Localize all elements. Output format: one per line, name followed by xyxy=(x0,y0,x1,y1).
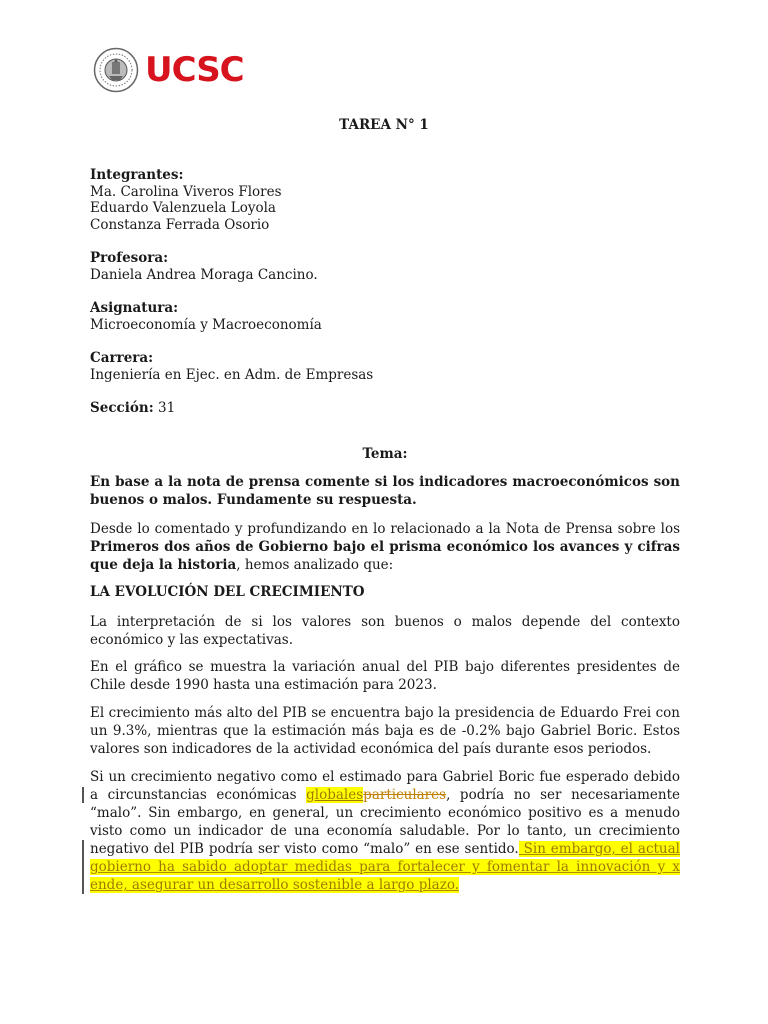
paragraph-4-text-cont: , podría no ser necesariamente “malo”. Sin embargo, en general, un crecimiento económico positivo es a menudo visto como un indicador de una economía saludable. Por lo tanto, un crecimiento negativo del PIB podría ser visto como “malo” en ese sentido. xyxy=(90,787,680,857)
profesora-name: Daniela Andrea Moraga Cancino. xyxy=(90,266,318,283)
intro-bold-title: Primeros dos años de Gobierno bajo el prisma económico los avances y cifras que deja la historia xyxy=(90,539,680,573)
asignatura-name: Microeconomía y Macroeconomía xyxy=(90,316,322,333)
intro-text-end: , hemos analizado que: xyxy=(236,557,394,573)
tema-label: Tema: xyxy=(362,446,408,462)
paragraph-4 xyxy=(90,768,680,894)
integrante-2: Eduardo Valenzuela Loyola xyxy=(90,200,276,216)
paragraph-2: En el gráfico se muestra la variación anual del PIB bajo diferentes presidentes de Chile desde 1990 hasta una estimación para 2023. xyxy=(90,659,680,693)
tracked-insertion: globales xyxy=(306,787,364,803)
intro-paragraph xyxy=(90,520,680,574)
asignatura-label: Asignatura: xyxy=(90,300,179,316)
integrantes-label: Integrantes: xyxy=(90,167,184,183)
ucsc-logo-text: UCSC xyxy=(145,50,244,90)
integrante-1: Ma. Carolina Viveros Flores xyxy=(90,183,282,200)
tema-question: En base a la nota de prensa comente si los indicadores macroeconómicos son buenos o malos. Fundamente su respuesta. xyxy=(90,474,680,508)
seccion-label: Sección: xyxy=(90,400,154,416)
intro-text: Desde lo comentado y profundizando en lo relacionado a la Nota de Prensa sobre los xyxy=(90,521,680,537)
carrera-section xyxy=(90,350,680,383)
profesora-label: Profesora: xyxy=(90,250,169,266)
highlighted-insertion: Sin embargo, el actual gobierno ha sabido adoptar medidas para fortalecer y fomentar la innovación y x ende, asegurar un desarrollo sostenible a largo plazo. xyxy=(90,841,680,893)
document-title: TAREA N° 1 xyxy=(339,117,429,133)
paragraph-1: La interpretación de si los valores son buenos o malos depende del contexto económico y las expectativas. xyxy=(90,614,680,648)
change-bar-1 xyxy=(82,787,84,803)
ucsc-logo xyxy=(93,47,244,93)
university-seal-icon xyxy=(93,47,139,93)
tracked-deletion: particulares xyxy=(363,787,447,803)
seccion-value: 31 xyxy=(153,400,176,416)
section-heading: LA EVOLUCIÓN DEL CRECIMIENTO xyxy=(90,584,365,600)
integrantes-section xyxy=(90,167,680,233)
seccion-section xyxy=(90,400,680,417)
paragraph-3: El crecimiento más alto del PIB se encuentra bajo la presidencia de Eduardo Frei con un 9.3%, mientras que la estimación más baja es de -0.2% bajo Gabriel Boric. Estos valores son indicadores de la actividad económica del país durante esos periodos. xyxy=(90,705,680,757)
profesora-section xyxy=(90,250,680,283)
paragraph-4-text: Si un crecimiento negativo como el estimado para Gabriel Boric fue esperado debido a circunstancias económicas xyxy=(90,769,680,803)
change-bar-2 xyxy=(82,840,84,894)
asignatura-section xyxy=(90,300,680,333)
carrera-name: Ingeniería en Ejec. en Adm. de Empresas xyxy=(90,366,374,383)
integrante-3: Constanza Ferrada Osorio xyxy=(90,216,270,233)
carrera-label: Carrera: xyxy=(90,350,154,366)
